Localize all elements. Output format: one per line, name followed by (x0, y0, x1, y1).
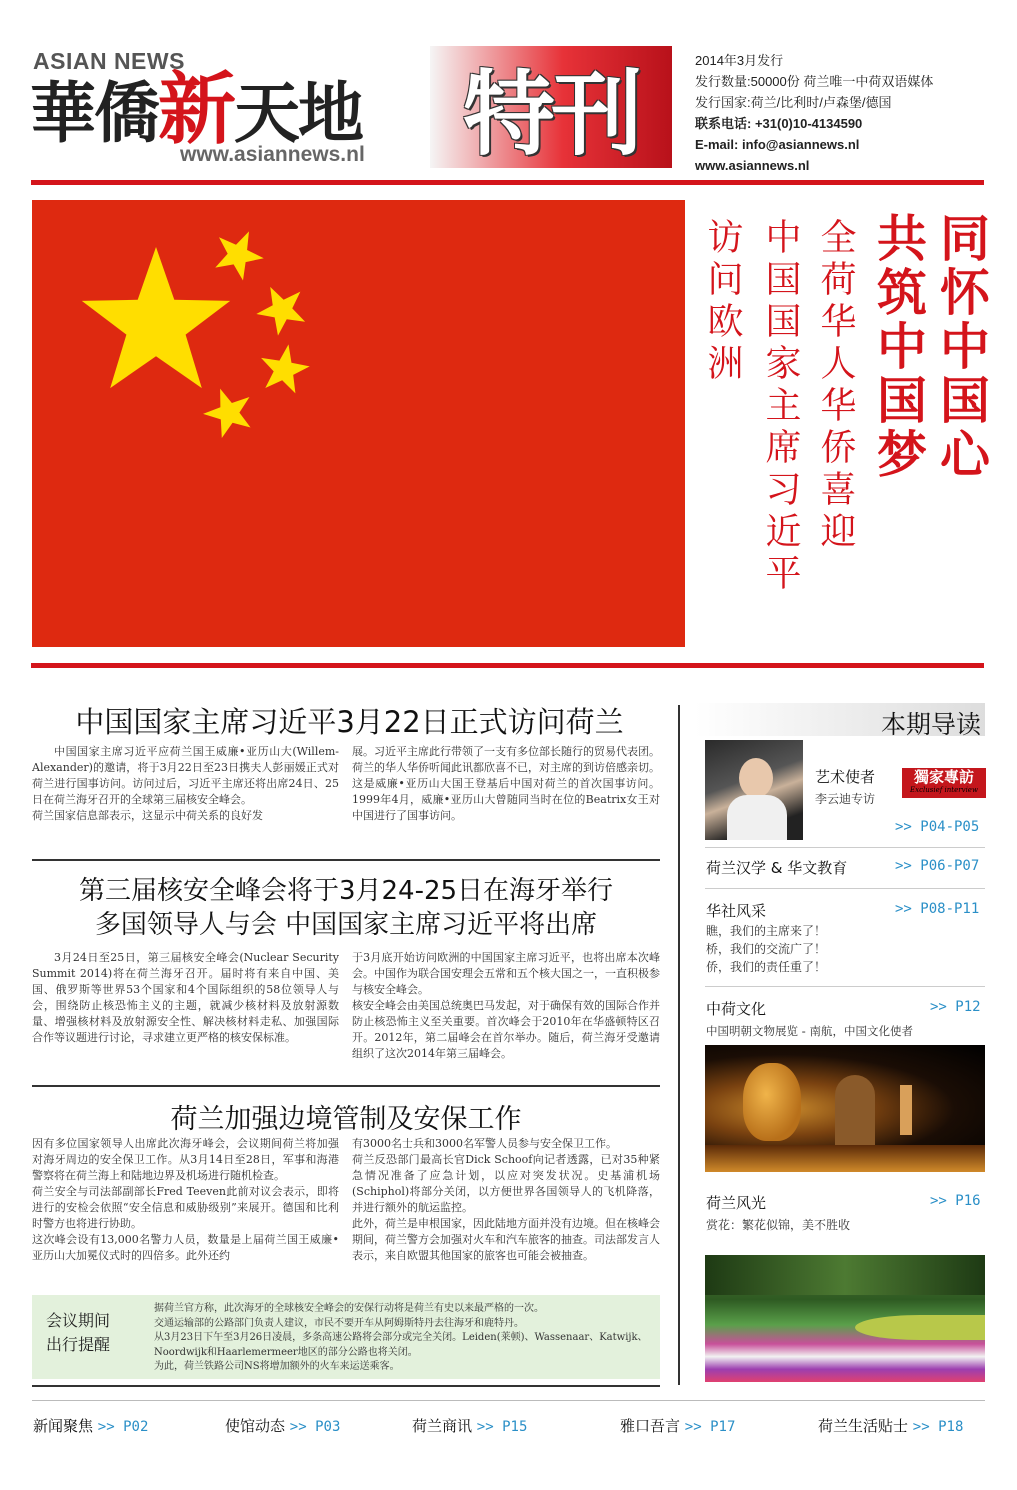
masthead-part-red: 新 (158, 65, 235, 155)
statue-icon (835, 1075, 875, 1150)
portrait-shirt-icon (727, 795, 787, 840)
notice-label (46, 1309, 110, 1357)
special-edition-banner: 特刊 (430, 46, 672, 168)
buddha-head-icon (743, 1063, 801, 1141)
section-artist-sub: 李云迪专访 (815, 792, 876, 806)
section-community-lines (706, 922, 826, 976)
footer-business-page: >> P15 (476, 1419, 528, 1435)
footer-embassy-label: 使馆动态 (225, 1417, 286, 1435)
travel-notice-box (32, 1295, 660, 1379)
article3-col1: 因有多位国家领导人出席此次海牙峰会，会议期间荷兰将加强对海牙周边的安全保卫工作。从3月14日至28日，军事和海港警察将在荷兰海上和陆地边界及机场进行随机检查。 荷兰安全与司法部副部长Fred Teeven此前对议会表示，即将进行的安检会依照“安全信息和威胁级别”来展开。德国和比利时警方也将进行协助。 这次峰会设有13,000名警力人员，数量是上届荷兰国王威廉•亚历山大加冕仪式时的四倍多。此外还约 (32, 1137, 339, 1262)
section-culture-title[interactable]: 中荷文化 (706, 1000, 767, 1018)
footer-nav-news[interactable] (33, 1415, 148, 1436)
china-flag-image (32, 200, 685, 647)
tulip-bed-icon (855, 1315, 985, 1340)
section-culture-pages[interactable]: >> P12 (930, 999, 981, 1015)
li-yundi-photo (705, 740, 803, 840)
section-sinology-pages[interactable]: >> P06-P07 (895, 858, 980, 874)
section-sinology-title[interactable]: 荷兰汉学 & 华文教育 (706, 859, 848, 877)
section-culture-sub: 中国明朝文物展览 - 南航，中国文化使者 (706, 1024, 913, 1038)
notice-label-line2: 出行提醒 (46, 1335, 111, 1354)
mid-divider (31, 663, 984, 668)
exhibit-base (705, 1145, 985, 1172)
footer-news-label: 新闻聚焦 (33, 1417, 94, 1435)
article1-col1: 中国国家主席习近平应荷兰国王威廉•亚历山大(Willem-Alexander)的邀请，将于3月22日至23日携夫人彭丽媛正式对荷兰进行国事访问。访问过后，习近平主席还将出席24日、25日在荷兰海牙召开的全球第三届核安全峰会。 荷兰国家信息部表示，这显示中荷关系的良好发 (32, 745, 339, 822)
publication-info (695, 50, 933, 176)
badge-en: Exclusief interview (910, 786, 978, 794)
article3-col2: 有3000名士兵和3000名军警人员参与安全保卫工作。 荷兰反恐部门最高长官Dick Schoof向记者透露，已对35种紧急情况准备了应急计划，以应对突发状况。史基浦机场(Schiphol)将部分关闭，以方便世界各国领导人的飞机降落，并进行额外的航运监控。 此外，荷兰是申根国家，因此陆地方面并没有边境。但在核峰会期间，荷兰警方会加强对火车和汽车旅客的抽查。司法部发言人表示，来自欧盟其他国家的旅客也可能会被抽查。 (352, 1137, 660, 1262)
column-rule (678, 705, 680, 1385)
footer-opinion-page: >> P17 (684, 1419, 736, 1435)
footer-business-label: 荷兰商讯 (412, 1417, 473, 1435)
sidebar-sep-3 (705, 986, 985, 987)
figurine-icon (900, 1085, 912, 1135)
pub-circulation: 发行数量:50000份 荷兰唯一中荷双语媒体 (695, 74, 934, 89)
cover-line-4: 中国国家主席习近平 (760, 218, 801, 596)
article-divider-2 (32, 1085, 660, 1087)
section-scenery-title[interactable]: 荷兰风光 (706, 1194, 767, 1212)
badge-cn: 獨家專訪 (913, 768, 974, 786)
section-scenery-sub: 赏花：繁花似锦，美不胜收 (706, 1218, 851, 1232)
trees-icon (705, 1255, 985, 1295)
cover-line-2: 共筑中国梦 (869, 212, 927, 482)
article2-title-1[interactable]: 第三届核安全峰会将于3月24-25日在海牙举行 (78, 876, 614, 906)
footer-opinion-label: 雅口吾言 (620, 1417, 681, 1435)
article1-col2: 展。习近平主席此行带领了一支有多位部长随行的贸易代表团。荷兰的华人华侨听闻此讯都欣喜不已，对主席的到访倍感亲切。 这是威廉•亚历山大国王登基后中国对荷兰的首次国事访问。1999年4月，威廉•亚历山大曾随同当时在位的Beatrix女王对中国进行了国事访问。 (352, 745, 660, 822)
keukenhof-flowers-photo (705, 1255, 985, 1382)
cover-line-1: 同怀中国心 (932, 212, 990, 482)
masthead-english: ASIAN NEWS (33, 48, 185, 74)
cover-line-3: 全荷华人华侨喜迎 (815, 218, 856, 554)
exclusive-badge (902, 768, 986, 798)
article-divider-1 (32, 859, 660, 861)
masthead-part-a: 華僑 (30, 75, 158, 152)
footer-embassy-page: >> P03 (289, 1419, 341, 1435)
article-divider-3 (32, 1385, 660, 1387)
footer-lifetips-page: >> P18 (912, 1419, 964, 1435)
notice-text: 据荷兰官方称，此次海牙的全球核安全峰会的安保行动将是荷兰有史以来最严格的一次。 交通运输部的公路部门负责人建议，市民不要开车从阿姆斯特丹去往海牙和鹿特丹。 从3月23日下午至3月26日凌晨，多条高速公路将会部分或完全关闭。Leiden(莱顿)、Wassenaar、Katwijk、Noordwijk和Haarlemermeer地区的部分公路也将关闭。 为此，荷兰铁路公司NS将增加额外的火车来运送乘客。 (154, 1303, 648, 1372)
masthead-part-b: 天地 (234, 75, 363, 152)
pub-email[interactable]: E-mail: info@asiannews.nl (695, 137, 860, 152)
section-community-pages[interactable]: >> P08-P11 (895, 901, 980, 917)
pub-countries: 发行国家:荷兰/比利时/卢森堡/德国 (695, 95, 892, 110)
section-artist-title[interactable]: 艺术使者 (815, 768, 876, 786)
article2-col2: 于3月底开始访问欧洲的中国国家主席习近平，也将出席本次峰会。中国作为联合国安理会五常和五个核大国之一，一直积极参与核安全峰会。 核安全峰会由美国总统奥巴马发起，对于确保有效的国际合作并防止核恐怖主义至关重要。首次峰会于2010年在华盛顿特区召开。2012年，第二届峰会在首尔举办。随后，荷兰海牙受邀请组织了这次2014年第三届峰会。 (352, 951, 660, 1060)
section-artist-pages[interactable]: >> P04-P05 (895, 819, 980, 835)
community-line-3: 侨，我们的责任重了！ (706, 960, 827, 974)
footer-lifetips-label: 荷兰生活贴士 (818, 1417, 909, 1435)
pub-phone: 联系电话: +31(0)10-4134590 (695, 116, 863, 131)
pub-web[interactable]: www.asiannews.nl (695, 158, 810, 173)
community-line-2: 桥，我们的交流广了！ (706, 942, 827, 956)
section-scenery-pages[interactable]: >> P16 (930, 1193, 981, 1209)
community-line-1: 瞧，我们的主席来了！ (706, 924, 827, 938)
article1-title[interactable]: 中国国家主席习近平3月22日正式访问荷兰 (75, 705, 624, 739)
footer-nav-opinion[interactable] (620, 1415, 735, 1436)
footer-news-page: >> P02 (97, 1419, 149, 1435)
top-divider (31, 180, 984, 185)
portrait-face-icon (739, 758, 773, 798)
sidebar-header (695, 703, 985, 739)
article3-title[interactable]: 荷兰加强边境管制及安保工作 (170, 1104, 522, 1135)
footer-nav-lifetips[interactable] (818, 1415, 963, 1436)
article2-col1: 3月24日至25日，第三届核安全峰会(Nuclear Security Summit 2014)将在荷兰海牙召开。届时将有来自中国、美国、俄罗斯等世界53个国家和4个国际组织的58位领导人与会，围绕防止核恐怖主义的主题，就减少核材料及放射源数量、增强核材料及放射源安全性、解决核材料走私、加强国际合作等议题进行讨论，寻求建立更严格的核安保标准。 (32, 951, 339, 1044)
footer-nav-embassy[interactable] (225, 1415, 340, 1436)
masthead-url[interactable]: www.asiannews.nl (180, 143, 365, 166)
sidebar-sep-1 (705, 847, 985, 848)
sidebar-title: 本期导读 (880, 710, 981, 739)
section-community-title[interactable]: 华社风采 (706, 902, 767, 920)
sidebar-sep-2 (705, 888, 985, 889)
footer-nav-business[interactable] (412, 1415, 527, 1436)
pub-date: 2014年3月发行 (695, 53, 784, 68)
flag-stars-icon (32, 200, 685, 647)
buddha-exhibit-photo (705, 1045, 985, 1172)
footer-top-line (32, 1400, 985, 1401)
cover-line-5: 访问欧洲 (702, 218, 743, 386)
notice-label-line1: 会议期间 (46, 1311, 111, 1330)
article2-title-2[interactable]: 多国领导人与会 中国国家主席习近平将出席 (94, 910, 598, 940)
